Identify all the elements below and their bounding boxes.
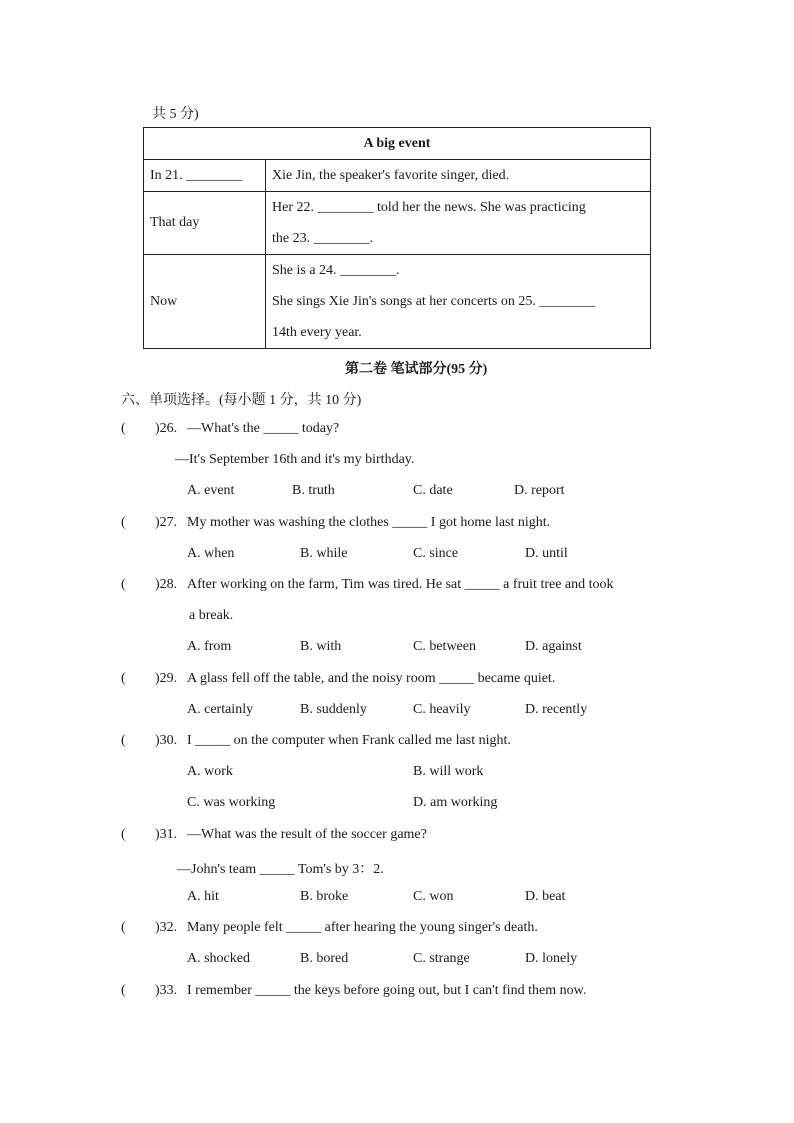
table-title: A big event <box>144 128 651 160</box>
question-stem: Many people felt _____ after hearing the young singer's death. <box>187 920 538 935</box>
row-line: Her 22. ________ told her the news. She was practicing <box>272 200 586 215</box>
table-row <box>144 160 651 192</box>
question-number: )33. <box>155 983 178 998</box>
answer-paren: ( <box>121 671 126 686</box>
option-c: C. heavily <box>413 702 471 717</box>
option-a: A. certainly <box>187 702 254 717</box>
row-content <box>266 160 651 192</box>
option-c: C. date <box>413 483 453 498</box>
option-b: B. with <box>300 639 342 654</box>
answer-paren: ( <box>121 920 126 935</box>
section-title: 第二卷 笔试部分(95 分) <box>345 362 488 377</box>
option-a: A. work <box>187 764 233 779</box>
answer-paren: ( <box>121 827 126 842</box>
row-line: 14th every year. <box>272 325 362 340</box>
option-b: B. broke <box>300 889 349 904</box>
option-d: D. lonely <box>525 951 578 966</box>
option-b: B. bored <box>300 951 349 966</box>
question-stem: —What's the _____ today? <box>187 421 340 436</box>
option-d: D. recently <box>525 702 588 717</box>
answer-paren: ( <box>121 515 126 530</box>
header-fragment: 共 5 分) <box>152 107 199 122</box>
question-stem: A glass fell off the table, and the noisy room _____ became quiet. <box>187 671 556 686</box>
question-stem: After working on the farm, Tim was tired. He sat _____ a fruit tree and took <box>187 577 614 592</box>
question-stem: My mother was washing the clothes _____ I got home last night. <box>187 515 551 530</box>
option-d: D. against <box>525 639 582 654</box>
option-d: D. beat <box>525 889 566 904</box>
table-row <box>144 192 651 255</box>
row-line: Xie Jin, the speaker's favorite singer, died. <box>272 168 510 183</box>
question-number: )28. <box>155 577 178 592</box>
option-d: D. am working <box>413 795 498 810</box>
question-stem-line2: —John's team _____ Tom's by 3：2. <box>177 862 384 877</box>
question-number: )27. <box>155 515 178 530</box>
option-c: C. since <box>413 546 459 561</box>
option-d: D. until <box>525 546 568 561</box>
option-a: A. shocked <box>187 951 250 966</box>
option-a: A. hit <box>187 889 219 904</box>
row-label: Now <box>144 255 266 349</box>
big-event-table <box>143 127 651 349</box>
row-line: She sings Xie Jin's songs at her concerts on 25. ________ <box>272 294 596 309</box>
answer-paren: ( <box>121 421 126 436</box>
row-content <box>266 192 651 255</box>
option-b: B. suddenly <box>300 702 367 717</box>
option-a: A. when <box>187 546 235 561</box>
question-stem: I _____ on the computer when Frank called me last night. <box>187 733 511 748</box>
row-label: That day <box>144 192 266 255</box>
question-stem-line2: —It's September 16th and it's my birthday. <box>175 452 415 467</box>
answer-paren: ( <box>121 983 126 998</box>
question-stem: I remember _____ the keys before going out, but I can't find them now. <box>187 983 587 998</box>
row-content <box>266 255 651 349</box>
question-stem-continuation: a break. <box>189 608 234 623</box>
option-c: C. was working <box>187 795 276 810</box>
question-number: )31. <box>155 827 178 842</box>
option-c: C. between <box>413 639 476 654</box>
question-number: )30. <box>155 733 178 748</box>
row-line: She is a 24. ________. <box>272 263 400 278</box>
option-b: B. while <box>300 546 348 561</box>
part-heading: 六、单项选择。(每小题 1 分，共 10 分) <box>121 393 362 408</box>
answer-paren: ( <box>121 577 126 592</box>
answer-paren: ( <box>121 733 126 748</box>
option-c: C. strange <box>413 951 470 966</box>
question-stem: —What was the result of the soccer game? <box>187 827 427 842</box>
option-a: A. event <box>187 483 235 498</box>
question-number: )32. <box>155 920 178 935</box>
row-label: In 21. ________ <box>144 160 266 192</box>
option-c: C. won <box>413 889 454 904</box>
option-d: D. report <box>514 483 565 498</box>
option-b: B. will work <box>413 764 484 779</box>
row-line: the 23. ________. <box>272 231 374 246</box>
question-number: )29. <box>155 671 178 686</box>
option-b: B. truth <box>292 483 335 498</box>
question-number: )26. <box>155 421 178 436</box>
option-a: A. from <box>187 639 232 654</box>
table-row <box>144 255 651 349</box>
